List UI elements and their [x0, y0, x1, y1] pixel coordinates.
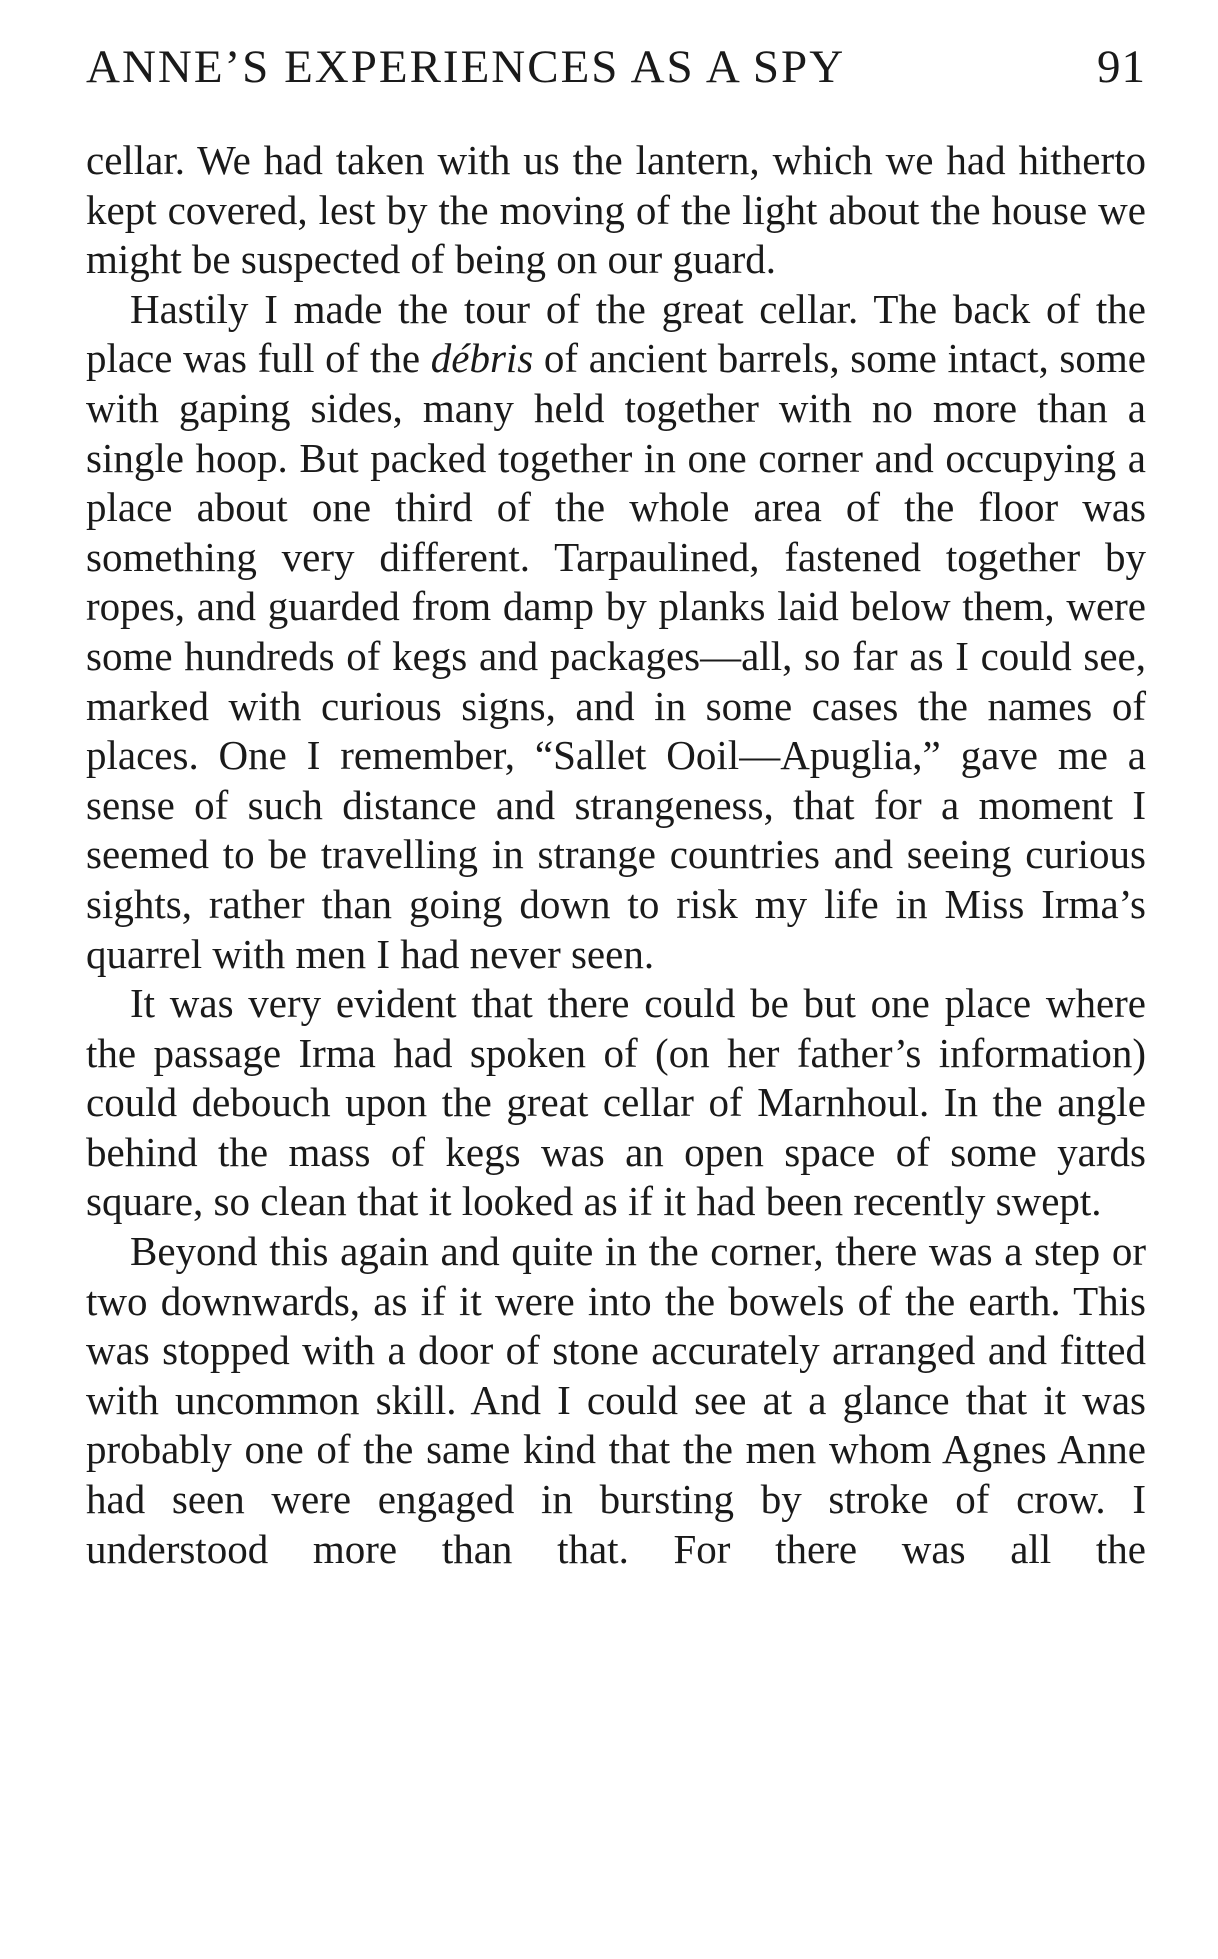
body-text — [86, 136, 1146, 1574]
paragraph-4: Beyond this again and quite in the corner, there was a step or two downwards, as if it were into the bowels of the earth. This was stopped with a door of stone accurately arranged and fitted with uncommon skill. And I could see at a glance that it was probably one of the same kind that the men whom Agnes Anne had seen were engaged in bursting by stroke of crow. I understood more than that. For there was all the — [86, 1228, 1146, 1572]
page-number: 91 — [1097, 41, 1146, 93]
paragraph-1: cellar. We had taken with us the lantern, which we had hitherto kept covered, lest by the moving of the light about the house we might be suspected of being on our guard. — [86, 137, 1146, 283]
paragraph-2-italic: débris — [430, 335, 534, 382]
running-title: ANNE’S EXPERIENCES AS A SPY — [86, 41, 846, 93]
running-header — [86, 40, 1146, 118]
paragraph-3: It was very evident that there could be but one place where the passage Irma had spoken of (on her father’s information) could debouch upon the great cellar of Marnhoul. In the angle behind the mass of kegs was an open space of some yards square, so clean that it looked as if it had been recently swept. — [86, 980, 1146, 1225]
book-page — [86, 40, 1146, 1574]
paragraph-2 — [86, 285, 1146, 979]
paragraph-2-part-1: Hastily I made the tour of the great cellar. The back of the place was full of the — [86, 285, 1146, 382]
paragraph-2-part-2: of ancient barrels, some intact, some with gaping sides, many held together with no more than a single hoop. But packed together in one corner and occupying a place about one third of the whole area of the floor was something very different. Tarpaulined, fastened together by ropes, and guarded from damp by planks laid below them, were some hundreds of kegs and packages—all, so far as I could see, marked with curious signs, and in some cases the names of places. One I remember, “Sallet Ooil—Apuglia,” gave me a sense of such distance and strangeness, that for a moment I seemed to be travelling in strange countries and seeing curious sights, rather than going down to risk my life in Miss Irma’s quarrel with men I had never seen. — [86, 335, 1146, 977]
